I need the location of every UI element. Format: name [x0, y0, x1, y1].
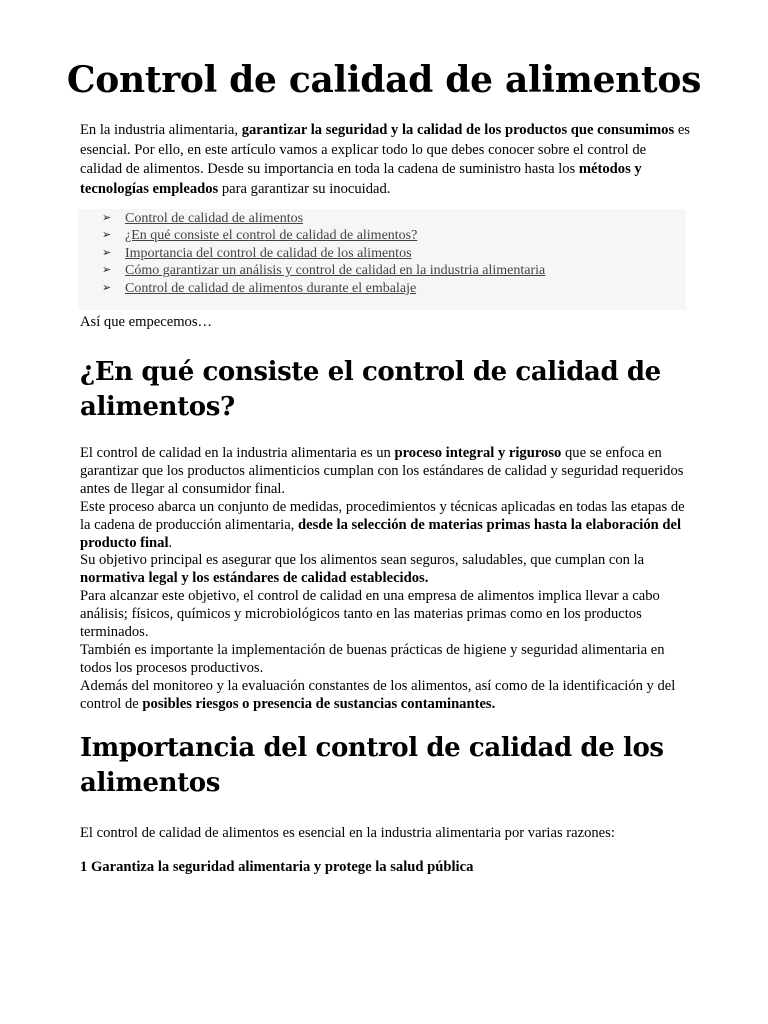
bold-run: proceso integral y riguroso: [394, 445, 562, 461]
arrow-bullet-icon: ➢: [102, 246, 112, 259]
text-run: Su objetivo principal es asegurar que los alimentos sean seguros, saludables, que cumplan con la: [80, 552, 645, 569]
section2-paragraph-1: El control de calidad de alimentos es esencial en la industria alimentaria por varias razones:: [80, 825, 615, 841]
section-heading-en-que-consiste: ¿En qué consiste el control de calidad de alimentos?: [80, 357, 661, 422]
text-run: Además del monitoreo y la evaluación constantes de los alimentos, así como de la identificación y del control de: [80, 677, 676, 712]
section1-paragraph-2: [80, 499, 690, 553]
arrow-bullet-icon: ➢: [102, 281, 112, 294]
section-heading-importancia: Importancia del control de calidad de los alimentos: [80, 733, 664, 798]
lead-out-text: Así que empecemos…: [80, 314, 213, 330]
toc-item: [78, 227, 686, 244]
section1-paragraph-6: [80, 678, 690, 714]
intro-bold-2: métodos y tecnologías empleados: [80, 161, 642, 197]
section1-paragraph-4: Para alcanzar este objetivo, el control de calidad en una empresa de alimentos implica llevar a cabo análisis; físicos, químicos y microbiológicos tanto en las materias primas como en los productos terminados.: [80, 588, 660, 641]
section1-paragraph-1: [80, 445, 690, 499]
section1-paragraph-3: [80, 552, 690, 588]
document-title: Control de calidad de alimentos: [66, 59, 702, 101]
toc-link-embalaje[interactable]: Control de calidad de alimentos durante el embalaje: [125, 280, 417, 296]
intro-text-2: es esencial. Por ello, en este artículo vamos a explicar todo lo que debes conocer sobre el control de calidad de alimentos. Desde su importancia en toda la cadena de suministro hasta los: [80, 122, 690, 177]
intro-bold-1: garantizar la seguridad y la calidad de los productos que consumimos: [241, 122, 675, 138]
toc-link-control-de-calidad[interactable]: Control de calidad de alimentos: [125, 211, 304, 226]
text-run: El control de calidad en la industria alimentaria es un: [80, 445, 395, 461]
toc-link-en-que-consiste[interactable]: ¿En qué consiste el control de calidad de alimentos?: [125, 228, 418, 244]
bold-run: desde la selección de materias primas hasta la elaboración del producto final: [80, 516, 682, 551]
table-of-contents: [78, 209, 686, 310]
arrow-bullet-icon: ➢: [102, 264, 112, 277]
toc-item: [78, 280, 686, 297]
toc-item: [78, 262, 686, 279]
intro-text-3: para garantizar su inocuidad.: [218, 180, 391, 197]
intro-text-1: En la industria alimentaria,: [80, 122, 242, 138]
toc-link-importancia[interactable]: Importancia del control de calidad de los alimentos: [125, 245, 412, 261]
bold-run: normativa legal y los estándares de calidad establecidos.: [80, 570, 429, 587]
section1-body: [80, 445, 690, 714]
bold-run: posibles riesgos o presencia de sustancias contaminantes.: [142, 695, 496, 712]
section2-subheading-1: 1 Garantiza la seguridad alimentaria y protege la salud pública: [80, 859, 474, 875]
toc-item: [78, 245, 686, 262]
section1-paragraph-5: También es importante la implementación de buenas prácticas de higiene y seguridad alimentaria en todos los procesos productivos.: [80, 641, 665, 676]
toc-link-como-garantizar[interactable]: Cómo garantizar un análisis y control de calidad en la industria alimentaria: [125, 263, 546, 279]
arrow-bullet-icon: ➢: [102, 229, 112, 242]
intro-paragraph: [80, 121, 690, 199]
text-run: .: [168, 534, 173, 551]
toc-item: [78, 210, 686, 227]
arrow-bullet-icon: ➢: [102, 212, 112, 224]
text-run: que se enfoca en garantizar que los productos alimenticios cumplan con los estándares de calidad y seguridad requeridos antes de llegar al consumidor final.: [80, 445, 684, 497]
text-run: Este proceso abarca un conjunto de medidas, procedimientos y técnicas aplicadas en todas las etapas de la cadena de producción alimentaria,: [80, 498, 685, 533]
